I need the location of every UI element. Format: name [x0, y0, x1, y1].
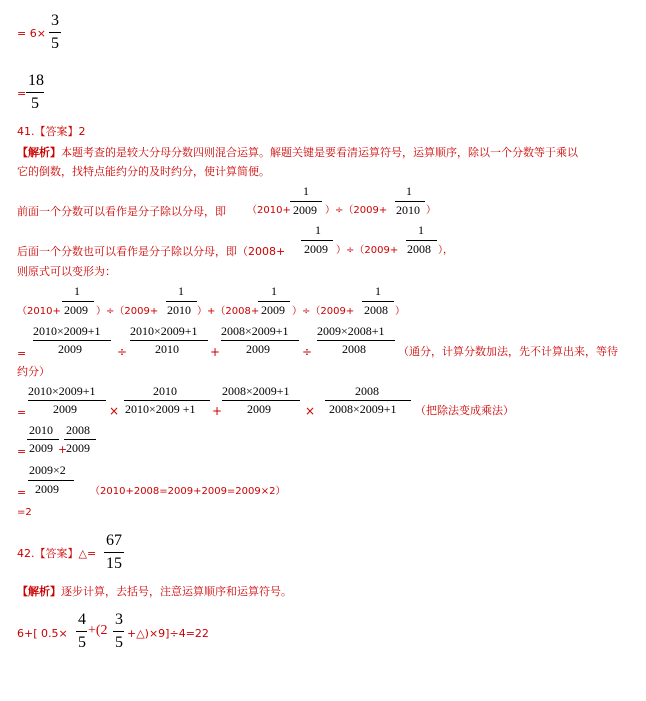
fraction-bar	[49, 32, 61, 33]
row1-p2: ）÷（2009+	[96, 306, 159, 317]
row1-f1-den: 2009	[64, 303, 88, 317]
q42-eq-a: 6+[ 0.5×	[17, 627, 68, 640]
q42-eq-c: +△)×9]÷4=22	[127, 627, 209, 640]
q41-front-f2-den: 2010	[396, 203, 420, 217]
row1-p5: ）	[395, 306, 405, 317]
fraction-bar	[33, 340, 111, 341]
q42-answer-num: 67	[106, 532, 122, 549]
fraction-bar	[395, 201, 425, 202]
row2-d2: 2010	[155, 342, 179, 356]
row1-f3-den: 2009	[261, 303, 285, 317]
q41-front-text: 前面一个分数可以看作是分子除以分母，即	[17, 205, 226, 218]
q41-pre-line2-num: 18	[28, 72, 44, 89]
q42-frac1-num: 4	[78, 611, 86, 628]
fraction-bar	[28, 480, 74, 481]
q42-answer-label: 42.【答案】	[17, 547, 79, 560]
row3-note: （把除法变成乘法）	[415, 404, 514, 417]
fraction-bar	[28, 400, 106, 401]
q41-front-b: ）÷（2009+	[325, 205, 388, 216]
fraction-bar	[130, 340, 208, 341]
fraction-bar	[124, 400, 210, 401]
row5-n: 2009×2	[29, 463, 66, 477]
q41-front-f1-num: 1	[303, 184, 309, 198]
q41-back-f2-num: 1	[418, 223, 424, 237]
q41-answer-value: 2	[78, 125, 86, 138]
fraction-bar	[362, 301, 394, 302]
row1-p1: （2010+	[17, 306, 61, 317]
row3-op3: ×	[305, 404, 316, 418]
row3-eq: =	[17, 406, 27, 419]
row3-n1: 2010×2009+1	[28, 384, 96, 398]
q41-front-f1-den: 2009	[293, 203, 317, 217]
row3-n2: 2010	[153, 384, 177, 398]
q42-analysis-tag: 【解析】	[17, 585, 61, 598]
q41-pre-line1-den: 5	[51, 35, 59, 52]
row1-f2-num: 1	[178, 284, 184, 298]
q41-analysis-line1	[17, 147, 578, 158]
row2-note-b: 约分）	[17, 365, 50, 378]
row2-d3: 2009	[246, 342, 270, 356]
q41-pre-line2-prefix: =	[17, 87, 27, 100]
fraction-bar	[258, 301, 290, 302]
q42-eq-b: +(2	[88, 623, 108, 638]
row3-op2: +	[212, 404, 223, 418]
fraction-bar	[221, 340, 299, 341]
q42-frac1-den: 5	[78, 634, 86, 651]
q41-back-b: ）÷（2009+	[336, 245, 399, 256]
q41-front-f2-num: 1	[406, 184, 412, 198]
fraction-bar	[290, 201, 322, 202]
fraction-bar	[26, 92, 44, 93]
row3-n3: 2008×2009+1	[222, 384, 290, 398]
q41-back-f2-den: 2008	[407, 242, 431, 256]
q41-pre-line2-den: 5	[31, 95, 39, 112]
q41-answer-label: 41.【答案】	[17, 125, 79, 138]
q42-frac2-den: 5	[115, 634, 123, 651]
fraction-bar	[76, 631, 87, 632]
row2-op3: ÷	[302, 345, 313, 359]
row4-d1: 2009	[29, 441, 53, 455]
row4-plus: +	[58, 443, 68, 456]
q41-pre-line1-num: 3	[51, 12, 59, 29]
row2-d1: 2009	[58, 342, 82, 356]
row4-d2: 2009	[66, 441, 90, 455]
row1-f3-num: 1	[271, 284, 277, 298]
row2-n3: 2008×2009+1	[221, 324, 289, 338]
q41-result: =2	[17, 507, 32, 518]
fraction-bar	[113, 631, 124, 632]
row3-d1: 2009	[53, 402, 77, 416]
row1-f1-num: 1	[74, 284, 80, 298]
row2-op1: ÷	[117, 345, 128, 359]
row2-n4: 2009×2008+1	[317, 324, 385, 338]
q42-answer-head	[17, 548, 96, 559]
fraction-bar	[166, 301, 197, 302]
row2-n2: 2010×2009+1	[130, 324, 198, 338]
q41-front-c: ）	[426, 205, 436, 216]
q41-pre-line1-prefix: = 6×	[17, 27, 46, 40]
row1-f4-num: 1	[375, 284, 381, 298]
row5-note: （2010+2008=2009+2009=2009×2）	[90, 486, 286, 497]
fraction-bar	[62, 301, 94, 302]
q41-analysis-line2: 它的倒数，找特点能约分的及时约分，使计算简便。	[17, 165, 270, 178]
row5-d: 2009	[35, 482, 59, 496]
row1-p4: ）÷（2009+	[292, 306, 355, 317]
row3-op1: ×	[109, 404, 120, 418]
fraction-bar	[406, 240, 437, 241]
row2-note-a: （通分，计算分数加法，先不计算出来，等待	[398, 345, 618, 358]
q41-back-c: ），	[438, 245, 453, 256]
row4-n2: 2008	[66, 423, 90, 437]
row1-p3: ）+（2008+	[197, 306, 260, 317]
row5-eq: =	[17, 486, 27, 499]
q41-back-text: 后面一个分数也可以看作是分子除以分母，即（2008+	[17, 245, 286, 258]
row2-op2: +	[210, 345, 221, 359]
fraction-bar	[301, 240, 333, 241]
fraction-bar	[222, 400, 300, 401]
q42-analysis	[17, 586, 292, 597]
q42-frac2-num: 3	[115, 611, 123, 628]
row2-d4: 2008	[342, 342, 366, 356]
q41-analysis-text1: 本题考查的是较大分母分数四则混合运算。解题关键是要看清运算符号，运算顺序，除以一个分数等于乘以	[61, 146, 578, 159]
row3-d2: 2010×2009 +1	[125, 402, 196, 416]
q41-transform: 则原式可以变形为：	[17, 265, 116, 278]
fraction-bar	[64, 439, 96, 440]
row1-f2-den: 2010	[167, 303, 191, 317]
row2-eq: =	[17, 347, 27, 360]
row1-f4-den: 2008	[364, 303, 388, 317]
q41-front-a: （2010+	[247, 205, 291, 216]
q42-answer-den: 15	[106, 555, 122, 572]
fraction-bar	[104, 552, 124, 553]
row3-d4: 2008×2009+1	[329, 402, 397, 416]
q41-analysis-tag: 【解析】	[17, 146, 61, 159]
row3-n4: 2008	[355, 384, 379, 398]
row2-n1: 2010×2009+1	[33, 324, 101, 338]
q41-back-f1-den: 2009	[304, 242, 328, 256]
q42-answer-prefix: △=	[78, 547, 97, 560]
q42-analysis-text: 逐步计算，去括号，注意运算顺序和运算符号。	[61, 585, 292, 598]
q41-back-f1-num: 1	[315, 223, 321, 237]
row4-eq: =	[17, 445, 27, 458]
row3-d3: 2009	[247, 402, 271, 416]
fraction-bar	[325, 400, 411, 401]
row4-n1: 2010	[29, 423, 53, 437]
fraction-bar	[317, 340, 395, 341]
q41-answer-head	[17, 126, 86, 137]
fraction-bar	[27, 439, 59, 440]
